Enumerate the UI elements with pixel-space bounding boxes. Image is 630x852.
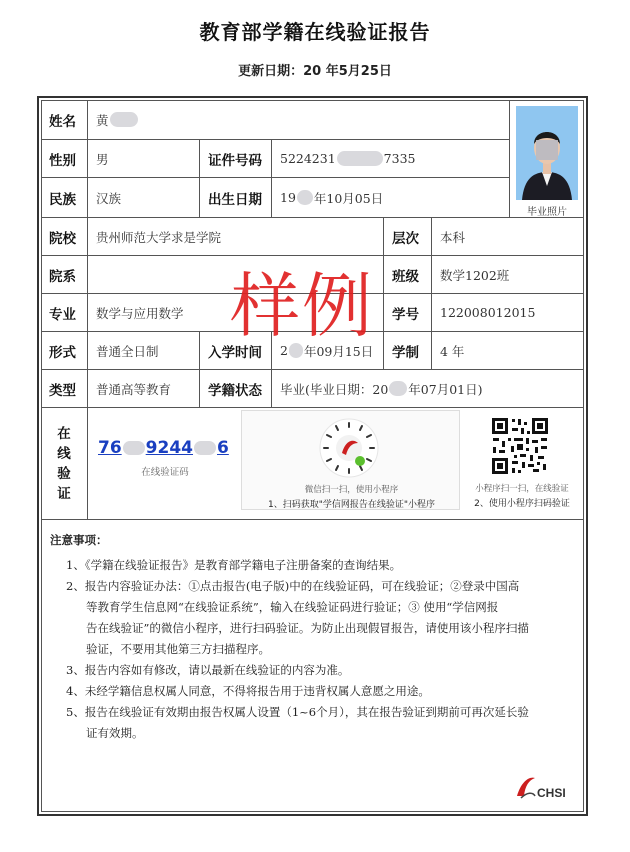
- gender-value: 男: [88, 140, 200, 178]
- code-part-2: 9244: [145, 438, 193, 458]
- qr2-caption: 2、使用小程序扫码验证: [474, 499, 570, 509]
- major-value: 数学与应用数学: [88, 294, 384, 332]
- birth-label: 出生日期: [200, 178, 272, 218]
- code-part-1: 76: [98, 438, 122, 458]
- redaction-mark: [110, 112, 138, 127]
- duration-value: 4 年: [432, 332, 584, 370]
- department-label: 院系: [41, 256, 88, 294]
- report-title: 教育部学籍在线验证报告: [199, 20, 431, 44]
- note-item: 5、报告在线验证有效期由报告权属人设置（1~6个月），其在报告验证到期前可再次延长验: [66, 705, 529, 719]
- department-value: [88, 256, 384, 294]
- chsi-logo-text: CHSI: [537, 786, 566, 800]
- note-item-continued: 证有效期。: [86, 726, 144, 740]
- status-label: 学籍状态: [200, 370, 272, 408]
- qr1-scan-hint: 微信扫一扫，使用小程序: [304, 485, 399, 495]
- enroll-value: [272, 332, 384, 370]
- note-item-continued: 验证，不要用其他第三方扫描程序。: [86, 642, 270, 656]
- birth-suffix: 年10月05日: [313, 190, 384, 206]
- verification-code-link[interactable]: [98, 438, 232, 458]
- redaction-mark: [297, 190, 313, 205]
- photo-label: 毕业照片: [527, 207, 567, 218]
- id-label: 证件号码: [200, 140, 272, 178]
- type-value: 普通高等教育: [88, 370, 200, 408]
- note-item-continued: 等教育学生信息网“在线验证系统”，输入在线验证码进行验证；③ 使用“学信网报: [86, 600, 499, 614]
- student-no-value: 122008012015: [432, 294, 584, 332]
- qr2-scan-hint: 小程序扫一扫，在线验证: [475, 484, 569, 494]
- note-item: 1、《学籍在线验证报告》是教育部学籍电子注册备案的查询结果。: [66, 558, 402, 572]
- birth-prefix: 19: [280, 190, 296, 205]
- note-item: 4、未经学籍信息权属人同意，不得将报告用于违背权属人意愿之用途。: [66, 684, 430, 698]
- notes-section: [50, 530, 570, 744]
- status-value: [272, 370, 584, 408]
- chsi-logo: [515, 772, 575, 802]
- duration-label: 学制: [384, 332, 432, 370]
- redaction-mark: [194, 441, 216, 455]
- code-part-3: 6: [217, 438, 229, 458]
- enroll-label: 入学时间: [200, 332, 272, 370]
- class-value: 数学1202班: [432, 256, 584, 294]
- school-value: 贵州师范大学求是学院: [88, 218, 384, 256]
- note-item: 2、报告内容验证办法：①点击报告(电子版)中的在线验证码，可在线验证；②登录中国高: [66, 579, 520, 593]
- qr-code-icon[interactable]: [490, 416, 550, 476]
- level-label: 层次: [384, 218, 432, 256]
- qr-block-miniprogram: [241, 410, 460, 510]
- ethnicity-label: 民族: [41, 178, 88, 218]
- status-prefix: 毕业(毕业日期：20: [280, 381, 389, 397]
- ethnicity-value: 汉族: [88, 178, 200, 218]
- id-prefix: 5224231: [280, 151, 336, 166]
- major-label: 专业: [41, 294, 88, 332]
- type-label: 类型: [41, 370, 88, 408]
- id-suffix: 7335: [383, 151, 416, 166]
- name-label: 姓名: [41, 100, 88, 140]
- form-label: 形式: [41, 332, 88, 370]
- redaction-mark: [389, 381, 407, 396]
- student-photo: [516, 106, 578, 200]
- update-date: 更新日期：20 年5月25日: [238, 64, 392, 79]
- level-value: 本科: [432, 218, 584, 256]
- gender-label: 性别: [41, 140, 88, 178]
- note-item-continued: 告在线验证”的微信小程序，进行扫码验证。为防止出现假冒报告，请使用该小程序扫描: [86, 621, 529, 635]
- verification-code-block: [98, 438, 232, 478]
- student-no-label: 学号: [384, 294, 432, 332]
- qr-block-verify: [468, 410, 576, 510]
- photo-cell: [510, 100, 584, 218]
- name-text: 黄: [96, 112, 109, 128]
- enroll-suffix: 年09月15日: [303, 343, 374, 359]
- class-label: 班级: [384, 256, 432, 294]
- redaction-mark: [123, 441, 145, 455]
- birth-value: [272, 178, 510, 218]
- notes-heading: 注意事项：: [50, 533, 108, 547]
- id-value: [272, 140, 510, 178]
- note-item: 3、报告内容如有修改，请以最新在线验证的内容为准。: [66, 663, 350, 677]
- qr1-caption: 1、扫码获取"学信网报告在线验证"小程序: [267, 500, 435, 510]
- enroll-prefix: 2: [280, 343, 288, 358]
- status-suffix: 年07月01日): [408, 381, 483, 397]
- sample-watermark: 样例: [230, 265, 374, 347]
- online-verify-label-text: 在线验证: [57, 425, 71, 502]
- name-value: [88, 100, 510, 140]
- miniprogram-code-icon[interactable]: [318, 417, 380, 479]
- online-verify-label: [41, 408, 88, 520]
- school-label: 院校: [41, 218, 88, 256]
- verification-code-label: 在线验证码: [141, 467, 189, 478]
- redaction-mark: [289, 343, 303, 358]
- form-value: 普通全日制: [88, 332, 200, 370]
- redaction-mark: [337, 151, 383, 166]
